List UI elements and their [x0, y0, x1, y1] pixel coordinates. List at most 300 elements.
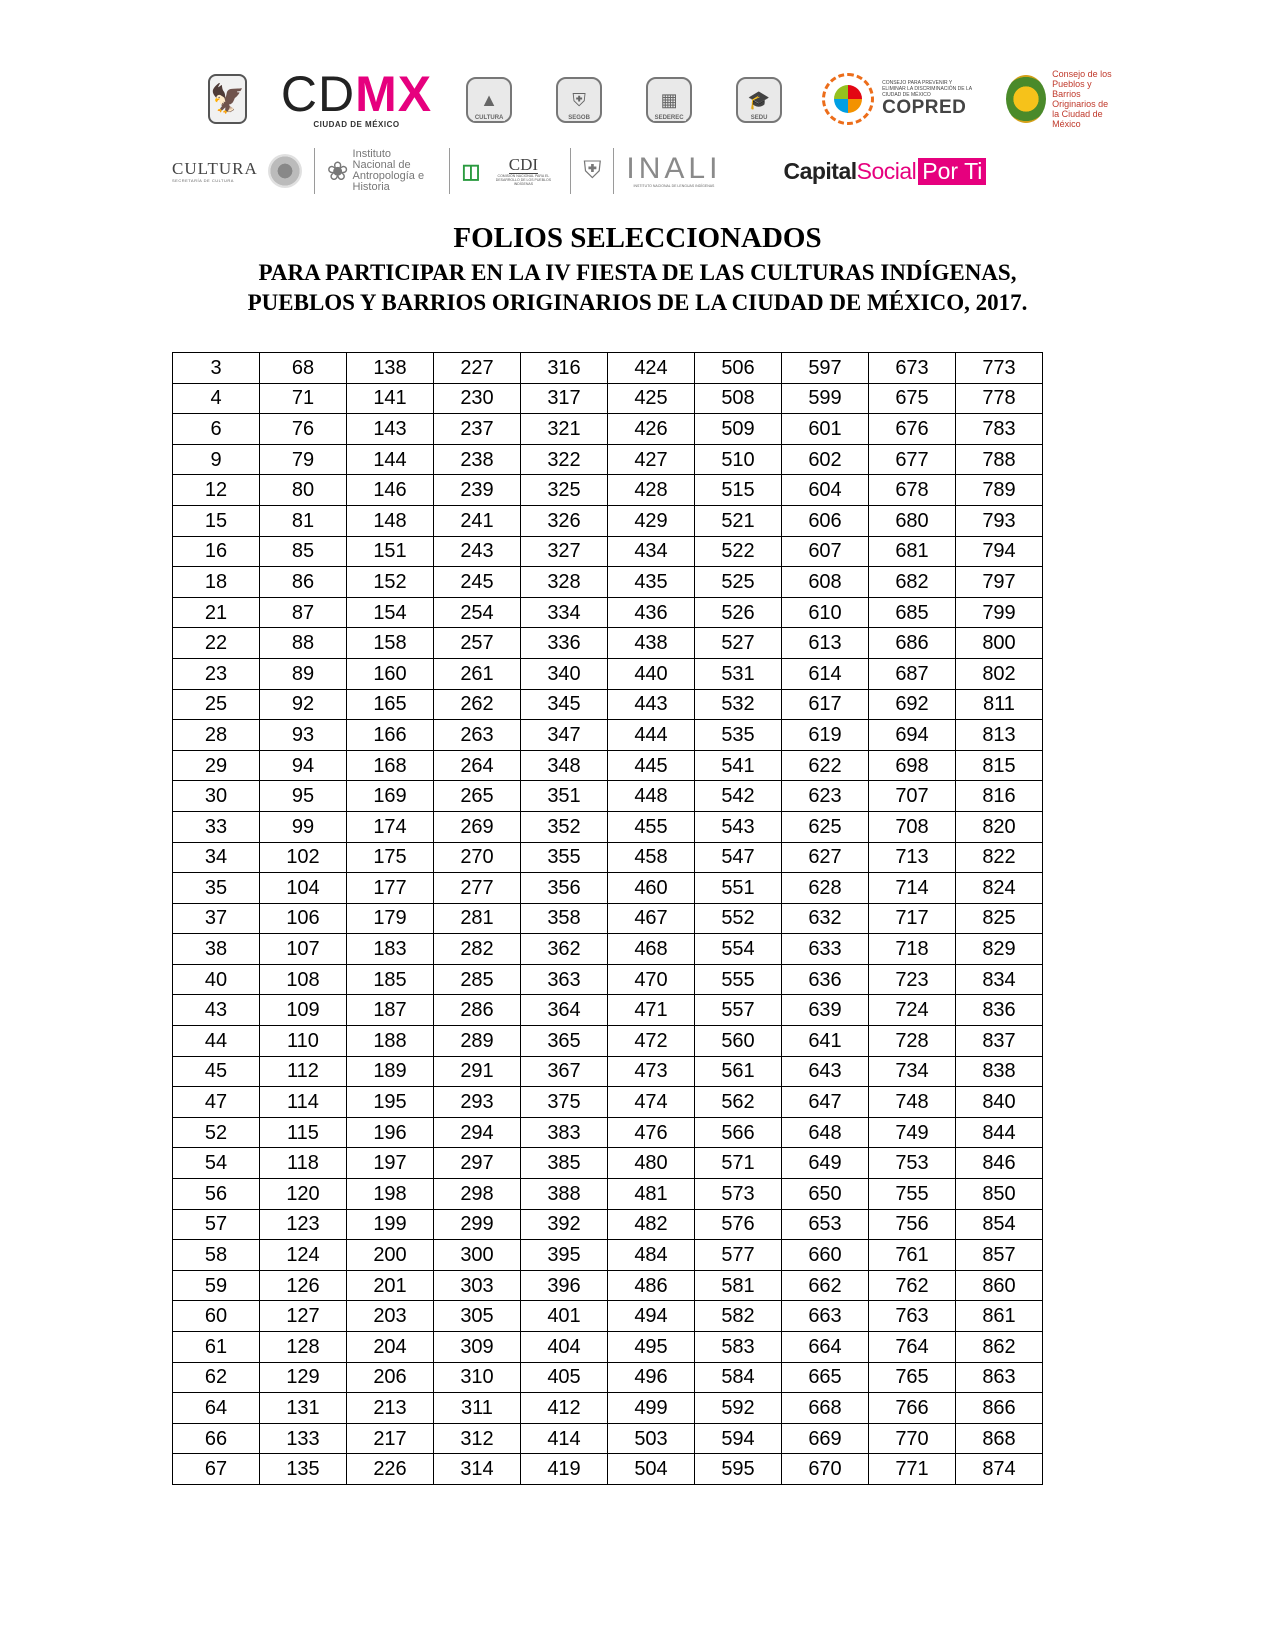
folio-cell: 76	[260, 414, 347, 445]
folio-cell: 281	[434, 903, 521, 934]
folio-cell: 594	[695, 1423, 782, 1454]
folio-cell: 676	[869, 414, 956, 445]
page-title: FOLIOS SELECCIONADOS	[453, 222, 822, 254]
logo-row-bottom	[172, 145, 1132, 197]
folio-cell: 698	[869, 750, 956, 781]
inah-emblem-icon: ❀	[326, 155, 349, 186]
table-row	[173, 811, 1043, 842]
folio-cell: 515	[695, 475, 782, 506]
folio-cell: 799	[956, 597, 1043, 628]
folio-cell: 289	[434, 1026, 521, 1057]
folio-cell: 649	[782, 1148, 869, 1179]
folio-cell: 472	[608, 1026, 695, 1057]
folio-cell: 460	[608, 873, 695, 904]
table-row	[173, 1056, 1043, 1087]
folio-cell: 473	[608, 1056, 695, 1087]
folio-cell: 802	[956, 658, 1043, 689]
folio-cell: 38	[173, 934, 260, 965]
folio-cell: 749	[869, 1117, 956, 1148]
folios-table	[172, 352, 1043, 1485]
folio-cell: 18	[173, 567, 260, 598]
folio-cell: 269	[434, 811, 521, 842]
capital-social-logo	[783, 158, 986, 185]
folio-cell: 510	[695, 444, 782, 475]
table-row	[173, 1026, 1043, 1057]
folio-cell: 761	[869, 1240, 956, 1271]
folio-cell: 264	[434, 750, 521, 781]
folio-cell: 677	[869, 444, 956, 475]
folio-cell: 857	[956, 1240, 1043, 1271]
folio-cell: 128	[260, 1332, 347, 1363]
folio-cell: 557	[695, 995, 782, 1026]
folio-cell: 60	[173, 1301, 260, 1332]
folio-cell: 95	[260, 781, 347, 812]
folio-cell: 820	[956, 811, 1043, 842]
folio-cell: 263	[434, 720, 521, 751]
folio-cell: 129	[260, 1362, 347, 1393]
folio-cell: 396	[521, 1270, 608, 1301]
folio-cell: 868	[956, 1423, 1043, 1454]
folio-cell: 56	[173, 1179, 260, 1210]
folio-cell: 445	[608, 750, 695, 781]
folio-cell: 822	[956, 842, 1043, 873]
folio-cell: 577	[695, 1240, 782, 1271]
folio-cell: 424	[608, 353, 695, 384]
folio-cell: 794	[956, 536, 1043, 567]
folio-cell: 174	[347, 811, 434, 842]
folio-cell: 64	[173, 1393, 260, 1424]
folio-cell: 261	[434, 658, 521, 689]
agency-label: SEGOB	[568, 115, 590, 121]
folio-cell: 496	[608, 1362, 695, 1393]
logo-divider	[570, 148, 571, 194]
folio-cell: 57	[173, 1209, 260, 1240]
folio-cell: 756	[869, 1209, 956, 1240]
folio-cell: 476	[608, 1117, 695, 1148]
folio-cell: 825	[956, 903, 1043, 934]
folio-cell: 608	[782, 567, 869, 598]
table-row	[173, 628, 1043, 659]
folio-cell: 114	[260, 1087, 347, 1118]
folio-cell: 196	[347, 1117, 434, 1148]
folio-cell: 499	[608, 1393, 695, 1424]
table-row	[173, 1240, 1043, 1271]
cultura-name: CULTURA	[172, 158, 258, 178]
cultura-subtitle: SECRETARÍA DE CULTURA	[172, 177, 234, 183]
folio-cell: 108	[260, 964, 347, 995]
folio-cell: 131	[260, 1393, 347, 1424]
folio-cell: 543	[695, 811, 782, 842]
table-row	[173, 689, 1043, 720]
folio-cell: 763	[869, 1301, 956, 1332]
folio-cell: 625	[782, 811, 869, 842]
copred-logo	[822, 73, 972, 125]
folio-cell: 28	[173, 720, 260, 751]
folio-cell: 610	[782, 597, 869, 628]
folio-cell: 316	[521, 353, 608, 384]
folio-cell: 627	[782, 842, 869, 873]
folio-cell: 714	[869, 873, 956, 904]
folio-cell: 109	[260, 995, 347, 1026]
folio-cell: 837	[956, 1026, 1043, 1057]
folio-cell: 141	[347, 383, 434, 414]
table-row	[173, 1270, 1043, 1301]
folio-cell: 92	[260, 689, 347, 720]
folio-cell: 197	[347, 1148, 434, 1179]
folio-cell: 748	[869, 1087, 956, 1118]
folio-cell: 44	[173, 1026, 260, 1057]
folio-cell: 509	[695, 414, 782, 445]
folio-cell: 201	[347, 1270, 434, 1301]
inali-subtitle: INSTITUTO NACIONAL DE LENGUAS INDÍGENAS	[633, 184, 715, 188]
folio-cell: 414	[521, 1423, 608, 1454]
cultura-logo	[172, 160, 258, 183]
table-row	[173, 1117, 1043, 1148]
folio-cell: 434	[608, 536, 695, 567]
folio-cell: 154	[347, 597, 434, 628]
table-row	[173, 720, 1043, 751]
folio-cell: 358	[521, 903, 608, 934]
folio-cell: 470	[608, 964, 695, 995]
folio-cell: 601	[782, 414, 869, 445]
folio-cell: 623	[782, 781, 869, 812]
folio-cell: 617	[782, 689, 869, 720]
folio-cell: 188	[347, 1026, 434, 1057]
folio-cell: 525	[695, 567, 782, 598]
folio-cell: 88	[260, 628, 347, 659]
folio-cell: 33	[173, 811, 260, 842]
folio-cell: 168	[347, 750, 434, 781]
folio-cell: 104	[260, 873, 347, 904]
folio-cell: 427	[608, 444, 695, 475]
folio-cell: 118	[260, 1148, 347, 1179]
folio-cell: 227	[434, 353, 521, 384]
folio-cell: 685	[869, 597, 956, 628]
table-row	[173, 444, 1043, 475]
folio-cell: 764	[869, 1332, 956, 1363]
agency-logo-segob	[556, 77, 602, 121]
folio-cell: 862	[956, 1332, 1043, 1363]
escudo-nacional-icon	[268, 154, 302, 188]
folio-cell: 282	[434, 934, 521, 965]
folio-cell: 345	[521, 689, 608, 720]
cdi-logo	[462, 156, 559, 186]
agency-label: CULTURA	[474, 115, 504, 121]
folio-cell: 850	[956, 1179, 1043, 1210]
folio-cell: 663	[782, 1301, 869, 1332]
folio-cell: 245	[434, 567, 521, 598]
folio-cell: 365	[521, 1026, 608, 1057]
folio-cell: 467	[608, 903, 695, 934]
table-row	[173, 781, 1043, 812]
folio-cell: 419	[521, 1454, 608, 1485]
folio-cell: 474	[608, 1087, 695, 1118]
folio-cell: 783	[956, 414, 1043, 445]
folio-cell: 789	[956, 475, 1043, 506]
folio-cell: 297	[434, 1148, 521, 1179]
folio-cell: 106	[260, 903, 347, 934]
folio-cell: 160	[347, 658, 434, 689]
folio-cell: 317	[521, 383, 608, 414]
folio-cell: 120	[260, 1179, 347, 1210]
folio-cell: 527	[695, 628, 782, 659]
folio-cell: 43	[173, 995, 260, 1026]
folio-cell: 143	[347, 414, 434, 445]
folio-cell: 127	[260, 1301, 347, 1332]
folio-cell: 189	[347, 1056, 434, 1087]
folio-cell: 531	[695, 658, 782, 689]
table-row	[173, 934, 1043, 965]
folio-cell: 595	[695, 1454, 782, 1485]
folio-cell: 576	[695, 1209, 782, 1240]
table-row	[173, 658, 1043, 689]
folio-cell: 277	[434, 873, 521, 904]
folio-cell: 562	[695, 1087, 782, 1118]
folio-cell: 352	[521, 811, 608, 842]
folio-cell: 506	[695, 353, 782, 384]
folio-cell: 293	[434, 1087, 521, 1118]
folio-cell: 404	[521, 1332, 608, 1363]
folio-cell: 94	[260, 750, 347, 781]
table-row	[173, 475, 1043, 506]
folio-cell: 89	[260, 658, 347, 689]
folio-cell: 571	[695, 1148, 782, 1179]
folio-cell: 195	[347, 1087, 434, 1118]
folio-cell: 840	[956, 1087, 1043, 1118]
folio-cell: 37	[173, 903, 260, 934]
folio-cell: 662	[782, 1270, 869, 1301]
page-subtitle-line-1: PARA PARTICIPAR EN LA IV FIESTA DE LAS CULTURAS INDÍGENAS,	[258, 260, 1017, 285]
folio-cell: 15	[173, 505, 260, 536]
folio-cell: 846	[956, 1148, 1043, 1179]
folio-cell: 428	[608, 475, 695, 506]
folio-cell: 771	[869, 1454, 956, 1485]
folio-cell: 708	[869, 811, 956, 842]
folio-cell: 364	[521, 995, 608, 1026]
folio-cell: 291	[434, 1056, 521, 1087]
folio-cell: 866	[956, 1393, 1043, 1424]
cdi-subtitle: COMISIÓN NACIONAL PARA EL DESARROLLO DE LOS PUEBLOS INDÍGENAS	[495, 174, 552, 186]
logo-divider	[613, 148, 614, 194]
folio-cell: 66	[173, 1423, 260, 1454]
folio-cell: 542	[695, 781, 782, 812]
folio-cell: 484	[608, 1240, 695, 1271]
folio-cell: 385	[521, 1148, 608, 1179]
folio-cell: 436	[608, 597, 695, 628]
folio-cell: 435	[608, 567, 695, 598]
folio-cell: 71	[260, 383, 347, 414]
folio-cell: 303	[434, 1270, 521, 1301]
folio-cell: 80	[260, 475, 347, 506]
folio-cell: 327	[521, 536, 608, 567]
folio-cell: 321	[521, 414, 608, 445]
folio-cell: 347	[521, 720, 608, 751]
folio-cell: 177	[347, 873, 434, 904]
folio-cell: 328	[521, 567, 608, 598]
folio-cell: 555	[695, 964, 782, 995]
folio-cell: 305	[434, 1301, 521, 1332]
folio-cell: 133	[260, 1423, 347, 1454]
folio-cell: 237	[434, 414, 521, 445]
folio-cell: 81	[260, 505, 347, 536]
folio-cell: 425	[608, 383, 695, 414]
table-row	[173, 1148, 1043, 1179]
folio-cell: 183	[347, 934, 434, 965]
folio-cell: 811	[956, 689, 1043, 720]
folio-cell: 482	[608, 1209, 695, 1240]
folio-cell: 148	[347, 505, 434, 536]
cdmx-map-icon: ▲	[480, 89, 498, 110]
folio-cell: 310	[434, 1362, 521, 1393]
folio-cell: 12	[173, 475, 260, 506]
logo-divider	[449, 148, 450, 194]
folio-cell: 152	[347, 567, 434, 598]
folio-cell: 124	[260, 1240, 347, 1271]
folios-table-body	[173, 353, 1043, 1485]
table-row	[173, 842, 1043, 873]
folio-cell: 800	[956, 628, 1043, 659]
folio-cell: 16	[173, 536, 260, 567]
folio-cell: 206	[347, 1362, 434, 1393]
folio-cell: 334	[521, 597, 608, 628]
folio-cell: 265	[434, 781, 521, 812]
folio-cell: 724	[869, 995, 956, 1026]
table-row	[173, 567, 1043, 598]
folio-cell: 395	[521, 1240, 608, 1271]
folio-cell: 797	[956, 567, 1043, 598]
folio-cell: 861	[956, 1301, 1043, 1332]
folio-cell: 311	[434, 1393, 521, 1424]
folio-cell: 238	[434, 444, 521, 475]
folio-cell: 504	[608, 1454, 695, 1485]
folio-cell: 99	[260, 811, 347, 842]
folio-cell: 298	[434, 1179, 521, 1210]
folio-cell: 309	[434, 1332, 521, 1363]
folio-cell: 243	[434, 536, 521, 567]
folio-cell: 314	[434, 1454, 521, 1485]
folio-cell: 687	[869, 658, 956, 689]
folio-cell: 648	[782, 1117, 869, 1148]
folio-cell: 622	[782, 750, 869, 781]
table-row	[173, 1393, 1043, 1424]
folio-cell: 375	[521, 1087, 608, 1118]
folio-cell: 6	[173, 414, 260, 445]
folio-cell: 112	[260, 1056, 347, 1087]
copred-description: CONSEJO PARA PREVENIR Y ELIMINAR LA DISCRIMINACIÓN DE LA CIUDAD DE MÉXICO	[882, 80, 972, 98]
folio-cell: 723	[869, 964, 956, 995]
folio-cell: 734	[869, 1056, 956, 1087]
folio-cell: 552	[695, 903, 782, 934]
page-subtitle-line-2: PUEBLOS Y BARRIOS ORIGINARIOS DE LA CIUDAD DE MÉXICO, 2017.	[247, 290, 1028, 315]
folio-cell: 200	[347, 1240, 434, 1271]
folio-cell: 54	[173, 1148, 260, 1179]
folio-cell: 665	[782, 1362, 869, 1393]
folio-cell: 584	[695, 1362, 782, 1393]
inali-logo	[626, 154, 721, 188]
folio-cell: 169	[347, 781, 434, 812]
folio-cell: 494	[608, 1301, 695, 1332]
mexico-eagle-icon: 🦅	[210, 83, 245, 114]
folio-cell: 426	[608, 414, 695, 445]
folio-cell: 144	[347, 444, 434, 475]
folio-cell: 874	[956, 1454, 1043, 1485]
folio-cell: 532	[695, 689, 782, 720]
folio-cell: 481	[608, 1179, 695, 1210]
folio-cell: 135	[260, 1454, 347, 1485]
folio-cell: 52	[173, 1117, 260, 1148]
agency-logo-sedu	[736, 77, 782, 121]
folio-cell: 3	[173, 353, 260, 384]
table-row	[173, 1087, 1043, 1118]
folio-cell: 526	[695, 597, 782, 628]
folio-cell: 151	[347, 536, 434, 567]
inah-name: Instituto Nacional de Antropología e Historia	[352, 148, 425, 193]
folio-cell: 508	[695, 383, 782, 414]
folio-cell: 45	[173, 1056, 260, 1087]
folio-cell: 707	[869, 781, 956, 812]
agency-label: SEDEREC	[654, 115, 684, 121]
folio-cell: 79	[260, 444, 347, 475]
folio-cell: 694	[869, 720, 956, 751]
folio-cell: 367	[521, 1056, 608, 1087]
folio-cell: 653	[782, 1209, 869, 1240]
folio-cell: 458	[608, 842, 695, 873]
folio-cell: 660	[782, 1240, 869, 1271]
folio-cell: 107	[260, 934, 347, 965]
folio-cell: 165	[347, 689, 434, 720]
unam-shield-icon: ⛨	[583, 157, 602, 184]
folio-cell: 294	[434, 1117, 521, 1148]
folio-cell: 126	[260, 1270, 347, 1301]
folio-cell: 613	[782, 628, 869, 659]
folio-cell: 61	[173, 1332, 260, 1363]
folio-cell: 592	[695, 1393, 782, 1424]
table-row	[173, 1423, 1043, 1454]
copred-emblem-icon	[822, 73, 874, 125]
folio-cell: 300	[434, 1240, 521, 1271]
por-ti-word: Por Ti	[918, 158, 986, 185]
folio-cell: 669	[782, 1423, 869, 1454]
folio-cell: 468	[608, 934, 695, 965]
folio-cell: 560	[695, 1026, 782, 1057]
folio-cell: 673	[869, 353, 956, 384]
folio-cell: 270	[434, 842, 521, 873]
logo-row-top	[208, 62, 1112, 136]
folio-cell: 692	[869, 689, 956, 720]
cdmx-logo-plain: CD	[280, 65, 356, 122]
table-row	[173, 1209, 1043, 1240]
folio-cell: 762	[869, 1270, 956, 1301]
folio-cell: 678	[869, 475, 956, 506]
folio-cell: 633	[782, 934, 869, 965]
folio-cell: 285	[434, 964, 521, 995]
folio-cell: 793	[956, 505, 1043, 536]
agency-logo-cultura	[466, 77, 512, 121]
folio-cell: 641	[782, 1026, 869, 1057]
table-row	[173, 383, 1043, 414]
folio-cell: 226	[347, 1454, 434, 1485]
folio-cell: 29	[173, 750, 260, 781]
folio-cell: 650	[782, 1179, 869, 1210]
folio-cell: 561	[695, 1056, 782, 1087]
table-row	[173, 873, 1043, 904]
folio-cell: 582	[695, 1301, 782, 1332]
table-row	[173, 536, 1043, 567]
folio-cell: 179	[347, 903, 434, 934]
folio-cell: 824	[956, 873, 1043, 904]
folio-cell: 187	[347, 995, 434, 1026]
folio-cell: 614	[782, 658, 869, 689]
